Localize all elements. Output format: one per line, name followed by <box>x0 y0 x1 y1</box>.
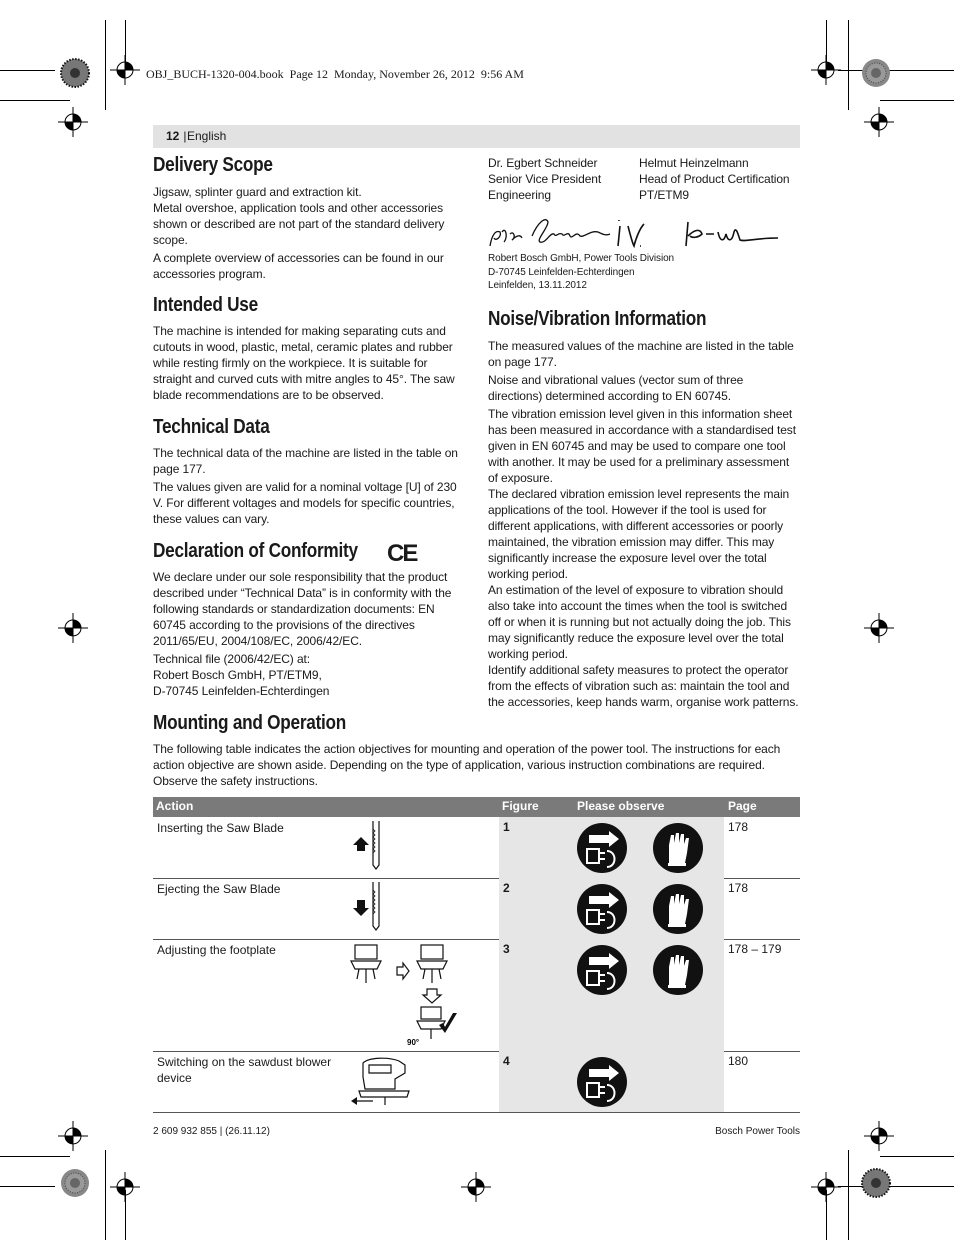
registration-mark-icon <box>864 1121 894 1151</box>
unplug-icon <box>577 945 627 995</box>
mounting-intro: The following table indicates the action objectives for mounting and operation of the power tool. The instructions for each action objective are shown aside. Depending on the type of application, various instruction combinations are required. Observe the safety instructions. <box>153 742 781 788</box>
registration-mark-icon <box>811 1172 841 1202</box>
signatory-title: Senior Vice President <box>488 172 602 186</box>
table-row <box>153 878 800 940</box>
blade-insert-icon <box>351 819 383 871</box>
signatory-name: Helmut Heinzelmann <box>639 156 749 170</box>
address-line: Robert Bosch GmbH, Power Tools Division <box>488 253 674 264</box>
signatory-title: Head of Product Certification <box>639 172 790 186</box>
footer-document-number: 2 609 932 855 | (26.11.12) <box>153 1126 270 1137</box>
header-language: English <box>187 129 227 143</box>
page-reference: 180 <box>728 1054 749 1068</box>
unplug-icon <box>577 884 627 934</box>
paragraph: Robert Bosch GmbH, PT/ETM9, <box>153 668 322 682</box>
page-reference: 178 <box>728 881 749 895</box>
intended-use-text <box>153 323 463 405</box>
registration-mark-icon <box>461 1172 491 1202</box>
signature-heinzelmann <box>606 212 782 254</box>
registration-mark-icon <box>58 1121 88 1151</box>
footplate-adjust-icon <box>349 943 461 1047</box>
column-header-observe: Please observe <box>577 799 665 813</box>
column-header-page: Page <box>728 799 757 813</box>
paragraph: Jigsaw, splinter guard and extraction kit. <box>153 185 362 199</box>
print-info: OBJ_BUCH-1320-004.book Page 12 Monday, November 26, 2012 9:56 AM <box>146 67 524 81</box>
jigsaw-blower-icon <box>349 1055 417 1109</box>
registration-mark-icon <box>864 107 894 137</box>
mounting-heading: Mounting and Operation <box>153 712 347 734</box>
paragraph: The machine is intended for making separating cuts and cutouts in wood, plastic, metal, ceramic plates and rubber while resting firmly on the workpiece. It is suitable for straight and curved cuts with mitre angles to 45°. The saw blade recommendations are to be observed. <box>153 324 455 402</box>
figure-number: 2 <box>503 881 510 895</box>
density-wheel-icon <box>861 1168 891 1198</box>
paragraph: A complete overview of accessories can be found in our accessories program. <box>153 251 444 281</box>
action-label: Ejecting the Saw Blade <box>157 882 281 896</box>
density-wheel-icon <box>60 58 90 88</box>
paragraph: Technical file (2006/42/EC) at: <box>153 652 310 666</box>
address-line: Leinfelden, 13.11.2012 <box>488 280 587 291</box>
running-header <box>153 125 800 148</box>
header-separator: | <box>180 129 190 143</box>
signature-schneider <box>486 208 616 254</box>
footer-brand: Bosch Power Tools <box>715 1126 800 1137</box>
action-label: Switching on the sawdust blower device <box>157 1055 332 1085</box>
action-label: Adjusting the footplate <box>157 943 276 957</box>
unplug-icon <box>577 823 627 873</box>
page-number: 12 <box>166 129 180 143</box>
signatory-department: PT/ETM9 <box>639 188 689 202</box>
ce-mark: CE <box>387 540 417 567</box>
intended-use-heading: Intended Use <box>153 294 258 316</box>
table-row <box>153 817 800 879</box>
paragraph: The vibration emission level given in this information sheet has been measured in accordance with a standardised test given in EN 60745 and may be used to compare one tool with another. It may be used for a preliminary assessment of exposure. <box>488 407 796 485</box>
paragraph: The declared vibration emission level represents the main applications of the tool. However if the tool is used for different applications, with different accessories or poorly maintained, the vibration emission may differ. This may significantly increase the exposure level over the total working period. <box>488 487 790 581</box>
declaration-heading: Declaration of Conformity <box>153 540 358 562</box>
paragraph: We declare under our sole responsibility that the product described under “Technical Data” is in conformity with the following standards or standardization documents: EN 60745 according to the provisions of the directives 2011/65/EU, 2004/108/EC, 2006/42/EC. <box>153 570 452 648</box>
delivery-scope-text <box>153 184 463 284</box>
figure-number: 3 <box>503 942 510 956</box>
unplug-icon <box>577 1057 627 1107</box>
registration-mark-icon <box>110 1172 140 1202</box>
column-header-action: Action <box>156 799 194 813</box>
angle-label: 90° <box>407 1038 420 1047</box>
gloves-icon <box>653 884 703 934</box>
signatory-heinzelmann <box>639 155 809 203</box>
table-row <box>153 939 800 1052</box>
registration-mark-icon <box>58 107 88 137</box>
paragraph: The measured values of the machine are listed in the table on page 177. <box>488 339 794 369</box>
column-header-figure: Figure <box>502 799 539 813</box>
paragraph: Metal overshoe, application tools and other accessories shown or described are not part of the standard delivery scope. <box>153 201 445 247</box>
paragraph: The values given are valid for a nominal voltage [U] of 230 V. For different voltages and models for specific countries, these values can vary. <box>153 480 457 526</box>
paragraph: An estimation of the level of exposure to vibration should also take into account the times when the tool is switched off or when it is running but not actually doing the job. This may significantly reduce the exposure level over the total working period. <box>488 583 791 661</box>
technical-data-heading: Technical Data <box>153 416 270 438</box>
registration-mark-icon <box>110 55 140 85</box>
paragraph: D-70745 Leinfelden-Echterdingen <box>153 684 330 698</box>
gloves-icon <box>653 945 703 995</box>
registration-mark-icon <box>864 613 894 643</box>
action-label: Inserting the Saw Blade <box>157 821 284 835</box>
gloves-icon <box>653 823 703 873</box>
noise-vibration-heading: Noise/Vibration Information <box>488 308 707 330</box>
blade-eject-icon <box>351 880 383 932</box>
address-line: D-70745 Leinfelden-Echterdingen <box>488 266 635 278</box>
registration-mark-icon <box>811 55 841 85</box>
figure-number: 4 <box>503 1054 510 1068</box>
delivery-scope-heading: Delivery Scope <box>153 154 273 176</box>
registration-mark-icon <box>58 613 88 643</box>
paragraph: Identify additional safety measures to protect the operator from the effects of vibration such as: maintain the tool and the accessories, keep hands warm, organise work patterns. <box>488 663 799 709</box>
signatory-schneider <box>488 155 638 203</box>
density-wheel-icon <box>861 58 891 88</box>
company-address <box>488 252 708 293</box>
paragraph: Noise and vibrational values (vector sum of three directions) determined according to EN 60745. <box>488 373 744 403</box>
page-reference: 178 <box>728 820 749 834</box>
paragraph: The technical data of the machine are listed in the table on page 177. <box>153 446 458 476</box>
page-reference: 178 – 179 <box>728 942 782 956</box>
technical-data-text <box>153 445 465 529</box>
signatory-department: Engineering <box>488 188 551 202</box>
declaration-text <box>153 569 465 699</box>
table-header <box>153 797 800 817</box>
figure-number: 1 <box>503 820 510 834</box>
noise-vibration-text <box>488 338 800 710</box>
table-row <box>153 1051 800 1113</box>
density-wheel-icon <box>60 1168 90 1198</box>
signatory-name: Dr. Egbert Schneider <box>488 156 598 170</box>
